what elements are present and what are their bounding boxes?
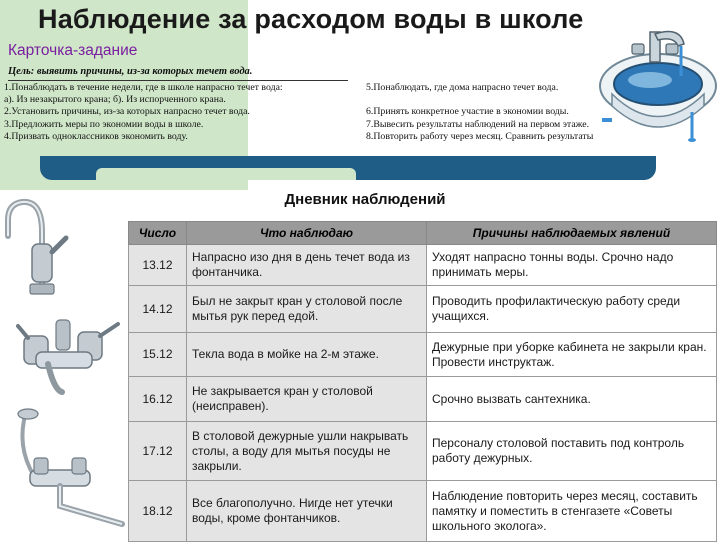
- observation-cell: Все благополучно. Нигде нет утечки воды, кроме фонтанчиков.: [187, 481, 427, 542]
- table-header-row: [129, 222, 717, 245]
- observation-cell: Не закрывается кран у столовой (неисправен).: [187, 377, 427, 422]
- task-item: 6.Принять конкретное участие в экономии воды.: [366, 106, 569, 118]
- sink-icon: [592, 14, 718, 142]
- card-label: Карточка-задание: [8, 42, 138, 59]
- observation-cell: Текла вода в мойке на 2-м этаже.: [187, 333, 427, 377]
- page-title: Наблюдение за расходом воды в школе: [38, 4, 584, 34]
- column-header-reason: Причины наблюдаемых явлений: [427, 222, 717, 245]
- reason-cell: Наблюдение повторить через месяц, составить памятку и поместить в стенгазете «Советы школьного эколога».: [427, 481, 717, 542]
- date-cell: 18.12: [129, 481, 187, 542]
- task-item: 3.Предложить меры по экономии воды в школе.: [4, 118, 204, 130]
- date-cell: 14.12: [129, 286, 187, 333]
- observation-cell: В столовой дежурные ушли накрывать столы, а воду для мытья посуды не закрыли.: [187, 422, 427, 481]
- table-row: [129, 377, 717, 422]
- goal-text: Цель: выявить причины, из-за которых течет вода.: [8, 66, 253, 77]
- task-item: 7.Вывесить результаты наблюдений на первом этаже.: [366, 118, 590, 130]
- table-row: [129, 286, 717, 333]
- date-cell: 17.12: [129, 422, 187, 481]
- task-item: 5.Понаблюдать, где дома напрасно течет вода.: [366, 82, 559, 93]
- date-cell: 16.12: [129, 377, 187, 422]
- table-row: [129, 333, 717, 377]
- observation-cell: Напрасно изо дня в день течет вода из фонтанчика.: [187, 245, 427, 286]
- column-header-observation: Что наблюдаю: [187, 222, 427, 245]
- banner-highlight: [96, 168, 356, 180]
- reason-cell: Персоналу столовой поставить под контроль работу дежурных.: [427, 422, 717, 481]
- diary-title: Дневник наблюдений: [284, 191, 446, 208]
- goal-underline: [8, 80, 348, 81]
- task-item: 2.Установить причины, из-за которых напрасно течет вода.: [4, 106, 250, 118]
- table-row: [129, 481, 717, 542]
- date-cell: 13.12: [129, 245, 187, 286]
- faucet-icon: [14, 306, 124, 398]
- task-item: а). Из незакрытого крана; б). Из испорченного крана.: [4, 94, 226, 106]
- task-item: 4.Призвать одноклассников экономить воду.: [4, 130, 188, 142]
- date-cell: 15.12: [129, 333, 187, 377]
- observation-cell: Был не закрыт кран у столовой после мытья рук перед едой.: [187, 286, 427, 333]
- task-item: 1.Понаблюдать в течение недели, где в школе напрасно течет вода:: [4, 82, 283, 93]
- reason-cell: Срочно вызвать сантехника.: [427, 377, 717, 422]
- table-row: [129, 422, 717, 481]
- task-item: 8.Повторить работу через месяц. Сравнить результаты: [366, 130, 594, 142]
- column-header-date: Число: [129, 222, 187, 245]
- reason-cell: Уходят напрасно тонны воды. Срочно надо принимать меры.: [427, 245, 717, 286]
- reason-cell: Дежурные при уборке кабинета не закрыли кран. Провести инструктаж.: [427, 333, 717, 377]
- diary-table: [128, 221, 717, 542]
- faucet-icon: [2, 192, 70, 302]
- table-row: [129, 245, 717, 286]
- reason-cell: Проводить профилактическую работу среди учащихся.: [427, 286, 717, 333]
- faucet-icon: [4, 406, 128, 536]
- task-list-left: [4, 82, 364, 143]
